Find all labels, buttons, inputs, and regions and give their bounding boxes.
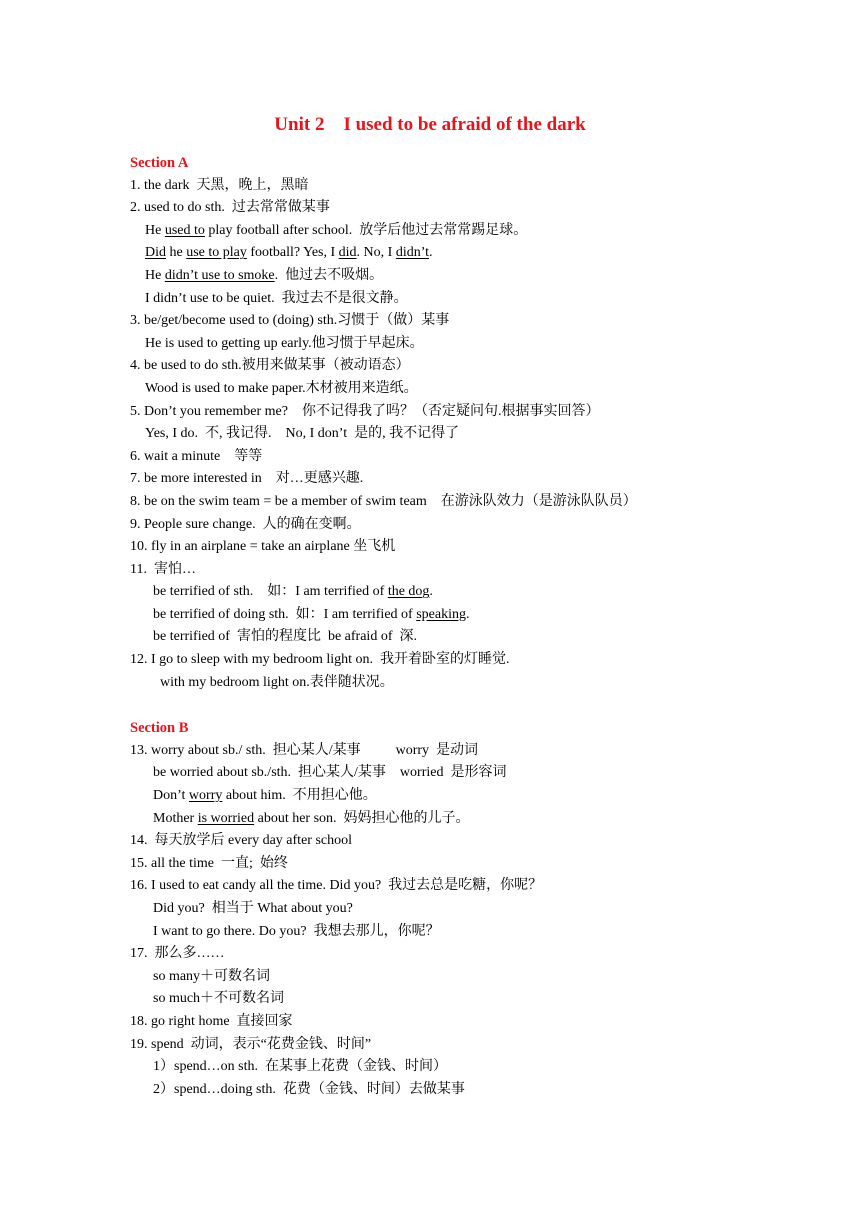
note-line: 18. go right home 直接回家 xyxy=(130,1013,293,1029)
example-line: so many＋可数名词 xyxy=(153,968,271,984)
example-line: Mother is worried about her son. 妈妈担心他的儿子。 xyxy=(153,810,470,826)
note-line: 7. be more interested in 对…更感兴趣. xyxy=(130,471,364,487)
note-line: 14. 每天放学后 every day after school xyxy=(130,833,352,849)
example-line: He is used to getting up early.他习惯于早起床。 xyxy=(145,335,424,351)
note-line: 19. spend 动词，表示“花费金钱、时间” xyxy=(130,1036,372,1052)
note-line: 11. 害怕… xyxy=(130,561,196,577)
note-line: 10. fly in an airplane = take an airplane 坐飞机 xyxy=(130,539,396,555)
example-line: be terrified of sth. 如：I am terrified of the dog. xyxy=(153,584,433,600)
note-line: 1. the dark 天黑，晚上，黑暗 xyxy=(130,177,309,193)
note-line: 5. Don’t you remember me? 你不记得我了吗？（否定疑问句.根据事实回答） xyxy=(130,403,600,419)
example-line: be terrified of 害怕的程度比 be afraid of 深. xyxy=(153,629,417,645)
example-line: He used to play football after school. 放学后他过去常常踢足球。 xyxy=(145,222,528,238)
section-gap xyxy=(130,694,820,717)
note-line: 13. worry about sb./ sth. 担心某人/某事 worry 是动词 xyxy=(130,742,479,758)
notes-content xyxy=(130,152,820,1101)
example-line: with my bedroom light on.表伴随状况。 xyxy=(160,674,394,690)
example-line: Yes, I do. 不, 我记得. No, I don’t 是的, 我不记得了 xyxy=(145,426,460,442)
example-line: I want to go there. Do you? 我想去那儿，你呢？ xyxy=(153,923,440,939)
example-line: be worried about sb./sth. 担心某人/某事 worried 是形容词 xyxy=(153,765,507,781)
note-line: 4. be used to do sth.被用来做某事（被动语态） xyxy=(130,358,410,374)
note-line: 15. all the time 一直; 始终 xyxy=(130,855,288,871)
example-line: He didn’t use to smoke. 他过去不吸烟。 xyxy=(145,267,384,283)
note-line: 17. 那么多…… xyxy=(130,946,225,962)
example-line: so much＋不可数名词 xyxy=(153,991,285,1007)
note-line: 9. People sure change. 人的确在变啊。 xyxy=(130,516,361,532)
note-line: 16. I used to eat candy all the time. Did you? 我过去总是吃糖，你呢？ xyxy=(130,878,543,894)
note-line: 3. be/get/become used to (doing) sth.习惯于（做）某事 xyxy=(130,313,450,329)
example-line: Did he use to play football? Yes, I did. No, I didn’t. xyxy=(145,245,433,261)
example-line: Did you? 相当于 What about you? xyxy=(153,901,353,916)
unit-title: Unit 2 I used to be afraid of the dark xyxy=(274,114,586,135)
example-line: Don’t worry about him. 不用担心他。 xyxy=(153,788,377,804)
note-line: 2. used to do sth. 过去常常做某事 xyxy=(130,200,330,216)
section-a-heading: Section A xyxy=(130,155,189,171)
note-line: 12. I go to sleep with my bedroom light on. 我开着卧室的灯睡觉. xyxy=(130,652,510,668)
example-line: Wood is used to make paper.木材被用来造纸。 xyxy=(145,380,418,396)
note-line: 8. be on the swim team = be a member of swim team 在游泳队效力（是游泳队队员） xyxy=(130,493,637,509)
example-line: be terrified of doing sth. 如：I am terrified of speaking. xyxy=(153,606,470,622)
section-b-heading: Section B xyxy=(130,720,189,737)
example-line: 2）spend…doing sth. 花费（金钱、时间）去做某事 xyxy=(153,1081,465,1097)
note-line: 6. wait a minute 等等 xyxy=(130,448,263,464)
example-line: 1）spend…on sth. 在某事上花费（金钱、时间） xyxy=(153,1059,447,1075)
example-line: I didn’t use to be quiet. 我过去不是很文静。 xyxy=(145,290,408,306)
